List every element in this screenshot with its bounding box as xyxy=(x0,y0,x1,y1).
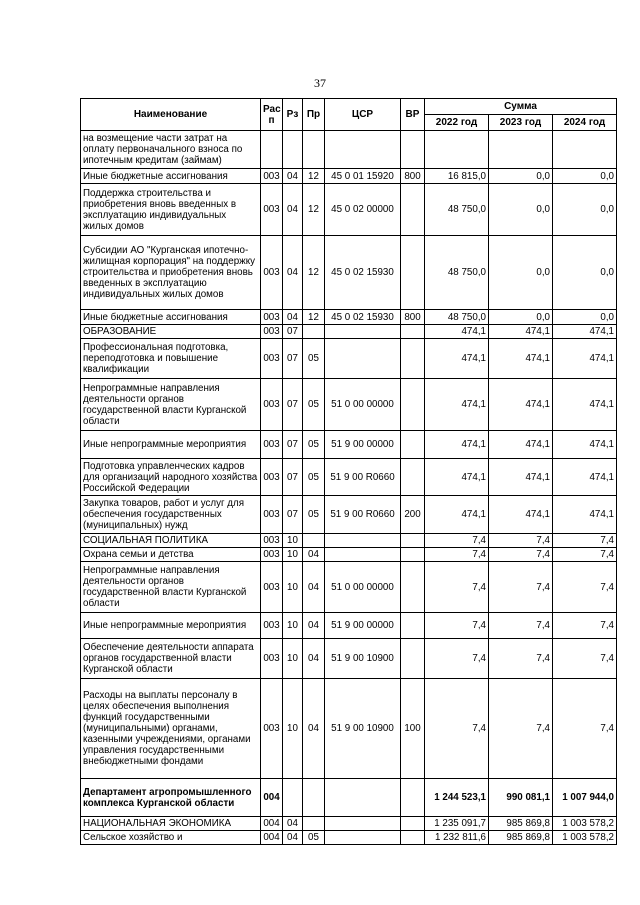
row-2023: 0,0 xyxy=(489,184,553,236)
row-rasp: 003 xyxy=(261,639,283,679)
row-vr xyxy=(401,431,425,459)
row-2024: 7,4 xyxy=(553,548,617,562)
row-rz: 07 xyxy=(283,339,303,379)
table-row xyxy=(81,325,617,339)
row-pr: 12 xyxy=(303,184,325,236)
row-rasp: 004 xyxy=(261,779,283,817)
row-rz: 07 xyxy=(283,431,303,459)
header-2024: 2024 год xyxy=(553,115,617,131)
row-rasp: 003 xyxy=(261,496,283,534)
row-rz: 10 xyxy=(283,562,303,613)
row-name: Профессиональная подготовка, переподготовка и повышение квалификации xyxy=(81,339,261,379)
row-2022: 16 815,0 xyxy=(425,169,489,184)
row-2024: 1 003 578,2 xyxy=(553,817,617,831)
row-name: ОБРАЗОВАНИЕ xyxy=(81,325,261,339)
table-row xyxy=(81,131,617,169)
row-pr: 04 xyxy=(303,639,325,679)
row-vr: 800 xyxy=(401,169,425,184)
row-2023: 474,1 xyxy=(489,431,553,459)
row-2022: 7,4 xyxy=(425,679,489,779)
header-csr: ЦСР xyxy=(325,99,401,131)
header-sum: Сумма xyxy=(425,99,617,115)
row-rz: 07 xyxy=(283,379,303,431)
table-row xyxy=(81,236,617,310)
row-name: Подготовка управленческих кадров для организаций народного хозяйства Российской Федерации xyxy=(81,459,261,496)
row-rasp: 004 xyxy=(261,817,283,831)
row-vr xyxy=(401,779,425,817)
row-name: Иные бюджетные ассигнования xyxy=(81,310,261,325)
row-vr xyxy=(401,562,425,613)
row-2022: 474,1 xyxy=(425,431,489,459)
row-vr xyxy=(401,613,425,639)
row-rz: 10 xyxy=(283,548,303,562)
row-2024: 7,4 xyxy=(553,613,617,639)
row-vr xyxy=(401,325,425,339)
row-vr xyxy=(401,459,425,496)
header-name: Наименование xyxy=(81,99,261,131)
row-pr: 12 xyxy=(303,310,325,325)
row-csr: 51 9 00 10900 xyxy=(325,639,401,679)
row-2022: 48 750,0 xyxy=(425,184,489,236)
row-rasp: 003 xyxy=(261,431,283,459)
row-2022: 474,1 xyxy=(425,339,489,379)
table-row xyxy=(81,831,617,845)
table-row xyxy=(81,779,617,817)
header-vr: ВР xyxy=(401,99,425,131)
row-pr xyxy=(303,325,325,339)
row-pr: 05 xyxy=(303,431,325,459)
row-2022: 7,4 xyxy=(425,639,489,679)
row-rasp: 003 xyxy=(261,534,283,548)
row-csr: 51 9 00 10900 xyxy=(325,679,401,779)
table-row xyxy=(81,339,617,379)
row-csr xyxy=(325,131,401,169)
row-2024: 1 007 944,0 xyxy=(553,779,617,817)
row-csr: 51 9 00 R0660 xyxy=(325,459,401,496)
row-rz: 04 xyxy=(283,831,303,845)
row-rz: 10 xyxy=(283,534,303,548)
row-vr: 800 xyxy=(401,310,425,325)
row-name: на возмещение части затрат на оплату первоначального взноса по ипотечным кредитам (займам) xyxy=(81,131,261,169)
header-pr: Пр xyxy=(303,99,325,131)
row-rasp: 003 xyxy=(261,679,283,779)
row-pr: 05 xyxy=(303,459,325,496)
row-2024: 0,0 xyxy=(553,236,617,310)
row-name: СОЦИАЛЬНАЯ ПОЛИТИКА xyxy=(81,534,261,548)
row-rasp xyxy=(261,131,283,169)
row-2022: 48 750,0 xyxy=(425,236,489,310)
row-pr: 04 xyxy=(303,613,325,639)
row-csr xyxy=(325,534,401,548)
row-2024: 474,1 xyxy=(553,379,617,431)
row-2022: 7,4 xyxy=(425,562,489,613)
table-row xyxy=(81,459,617,496)
row-2022: 7,4 xyxy=(425,613,489,639)
row-2023: 474,1 xyxy=(489,496,553,534)
row-2022: 7,4 xyxy=(425,548,489,562)
row-vr xyxy=(401,817,425,831)
row-csr: 51 9 00 R0660 xyxy=(325,496,401,534)
table-row xyxy=(81,169,617,184)
budget-table xyxy=(80,98,617,845)
row-2023: 474,1 xyxy=(489,325,553,339)
row-rasp: 003 xyxy=(261,459,283,496)
row-2022: 7,4 xyxy=(425,534,489,548)
page-number: 37 xyxy=(314,76,326,90)
row-rasp: 003 xyxy=(261,562,283,613)
row-2022: 474,1 xyxy=(425,459,489,496)
table-body xyxy=(81,131,617,845)
row-2024: 474,1 xyxy=(553,459,617,496)
row-rasp: 003 xyxy=(261,548,283,562)
row-vr xyxy=(401,548,425,562)
row-2024: 474,1 xyxy=(553,431,617,459)
row-pr xyxy=(303,131,325,169)
table-row xyxy=(81,431,617,459)
row-pr: 12 xyxy=(303,169,325,184)
row-name: Непрограммные направления деятельности органов государственной власти Курганской области xyxy=(81,562,261,613)
row-rz: 04 xyxy=(283,184,303,236)
table-row xyxy=(81,184,617,236)
row-csr xyxy=(325,817,401,831)
row-rasp: 003 xyxy=(261,310,283,325)
row-2022: 48 750,0 xyxy=(425,310,489,325)
row-name: Охрана семьи и детства xyxy=(81,548,261,562)
row-csr xyxy=(325,548,401,562)
row-csr: 51 9 00 00000 xyxy=(325,613,401,639)
row-name: Иные непрограммные мероприятия xyxy=(81,613,261,639)
header-2023: 2023 год xyxy=(489,115,553,131)
row-rz xyxy=(283,131,303,169)
row-2024 xyxy=(553,131,617,169)
row-vr xyxy=(401,339,425,379)
row-2022 xyxy=(425,131,489,169)
table-row xyxy=(81,679,617,779)
row-rz: 07 xyxy=(283,459,303,496)
row-csr xyxy=(325,339,401,379)
row-2023: 7,4 xyxy=(489,679,553,779)
row-name: НАЦИОНАЛЬНАЯ ЭКОНОМИКА xyxy=(81,817,261,831)
row-pr: 12 xyxy=(303,236,325,310)
row-pr xyxy=(303,779,325,817)
row-2023: 990 081,1 xyxy=(489,779,553,817)
row-name: Иные непрограммные мероприятия xyxy=(81,431,261,459)
row-rasp: 003 xyxy=(261,613,283,639)
table-row xyxy=(81,562,617,613)
row-pr xyxy=(303,817,325,831)
row-rz: 04 xyxy=(283,310,303,325)
row-pr: 05 xyxy=(303,831,325,845)
row-2022: 474,1 xyxy=(425,379,489,431)
row-2024: 0,0 xyxy=(553,169,617,184)
row-2024: 474,1 xyxy=(553,325,617,339)
row-name: Субсидии АО "Курганская ипотечно-жилищная корпорация" на поддержку строительства и приобретения вновь введенных в эксплуатацию индивидуальных жилых домов xyxy=(81,236,261,310)
header-rasp: Рас п xyxy=(261,99,283,131)
row-2023: 985 869,8 xyxy=(489,817,553,831)
row-rz xyxy=(283,779,303,817)
row-csr: 51 9 00 00000 xyxy=(325,431,401,459)
row-name: Поддержка строительства и приобретения вновь введенных в эксплуатацию индивидуальных жилых домов xyxy=(81,184,261,236)
row-2022: 474,1 xyxy=(425,325,489,339)
row-rasp: 003 xyxy=(261,236,283,310)
row-name: Сельское хозяйство и xyxy=(81,831,261,845)
table-row xyxy=(81,496,617,534)
row-2023: 0,0 xyxy=(489,169,553,184)
row-2024: 474,1 xyxy=(553,339,617,379)
row-2023: 7,4 xyxy=(489,548,553,562)
row-csr xyxy=(325,779,401,817)
row-name: Закупка товаров, работ и услуг для обеспечения государственных (муниципальных) нужд xyxy=(81,496,261,534)
row-2024: 474,1 xyxy=(553,496,617,534)
row-pr: 05 xyxy=(303,379,325,431)
row-2023: 0,0 xyxy=(489,310,553,325)
row-vr xyxy=(401,379,425,431)
row-2023: 7,4 xyxy=(489,562,553,613)
row-2023: 474,1 xyxy=(489,459,553,496)
row-rasp: 003 xyxy=(261,339,283,379)
row-vr: 200 xyxy=(401,496,425,534)
row-2023: 474,1 xyxy=(489,379,553,431)
row-csr xyxy=(325,325,401,339)
row-2023: 985 869,8 xyxy=(489,831,553,845)
row-rasp: 003 xyxy=(261,169,283,184)
row-rz: 10 xyxy=(283,613,303,639)
row-2024: 0,0 xyxy=(553,184,617,236)
row-vr xyxy=(401,131,425,169)
row-rz: 04 xyxy=(283,236,303,310)
row-pr: 04 xyxy=(303,548,325,562)
row-name: Иные бюджетные ассигнования xyxy=(81,169,261,184)
row-vr: 100 xyxy=(401,679,425,779)
table-row xyxy=(81,310,617,325)
row-2023: 0,0 xyxy=(489,236,553,310)
table-row xyxy=(81,379,617,431)
row-2022: 1 244 523,1 xyxy=(425,779,489,817)
row-vr xyxy=(401,236,425,310)
row-2023 xyxy=(489,131,553,169)
row-csr xyxy=(325,831,401,845)
row-2024: 0,0 xyxy=(553,310,617,325)
row-vr xyxy=(401,534,425,548)
table-header-row xyxy=(81,99,617,115)
row-rz: 10 xyxy=(283,639,303,679)
row-name: Департамент агропромышленного комплекса Курганской области xyxy=(81,779,261,817)
row-2024: 7,4 xyxy=(553,534,617,548)
row-rz: 07 xyxy=(283,496,303,534)
row-vr xyxy=(401,831,425,845)
table-row xyxy=(81,639,617,679)
table-row xyxy=(81,613,617,639)
row-pr: 05 xyxy=(303,339,325,379)
row-rz: 04 xyxy=(283,169,303,184)
row-2024: 7,4 xyxy=(553,679,617,779)
row-csr: 45 0 02 15930 xyxy=(325,236,401,310)
row-rz: 07 xyxy=(283,325,303,339)
row-rz: 10 xyxy=(283,679,303,779)
row-pr: 04 xyxy=(303,679,325,779)
row-2022: 1 235 091,7 xyxy=(425,817,489,831)
row-pr xyxy=(303,534,325,548)
row-2024: 1 003 578,2 xyxy=(553,831,617,845)
row-2024: 7,4 xyxy=(553,562,617,613)
row-2023: 7,4 xyxy=(489,639,553,679)
row-csr: 51 0 00 00000 xyxy=(325,562,401,613)
row-2023: 7,4 xyxy=(489,613,553,639)
table-row xyxy=(81,548,617,562)
table-row xyxy=(81,817,617,831)
row-pr: 04 xyxy=(303,562,325,613)
row-csr: 45 0 02 15930 xyxy=(325,310,401,325)
row-csr: 51 0 00 00000 xyxy=(325,379,401,431)
row-2022: 1 232 811,6 xyxy=(425,831,489,845)
row-2024: 7,4 xyxy=(553,639,617,679)
row-2022: 474,1 xyxy=(425,496,489,534)
table-row xyxy=(81,534,617,548)
row-name: Непрограммные направления деятельности органов государственной власти Курганской области xyxy=(81,379,261,431)
row-rasp: 003 xyxy=(261,184,283,236)
row-rasp: 003 xyxy=(261,379,283,431)
header-rz: Рз xyxy=(283,99,303,131)
row-vr xyxy=(401,184,425,236)
row-name: Обеспечение деятельности аппарата органов государственной власти Курганской области xyxy=(81,639,261,679)
row-rz: 04 xyxy=(283,817,303,831)
row-vr xyxy=(401,639,425,679)
row-rasp: 003 xyxy=(261,325,283,339)
row-2023: 474,1 xyxy=(489,339,553,379)
row-2023: 7,4 xyxy=(489,534,553,548)
row-csr: 45 0 01 15920 xyxy=(325,169,401,184)
header-2022: 2022 год xyxy=(425,115,489,131)
row-name: Расходы на выплаты персоналу в целях обеспечения выполнения функций государственными (муниципальными) органами, казенными учреждениями, органами управления государственными внебюджетными фондами xyxy=(81,679,261,779)
row-csr: 45 0 02 00000 xyxy=(325,184,401,236)
row-pr: 05 xyxy=(303,496,325,534)
row-rasp: 004 xyxy=(261,831,283,845)
